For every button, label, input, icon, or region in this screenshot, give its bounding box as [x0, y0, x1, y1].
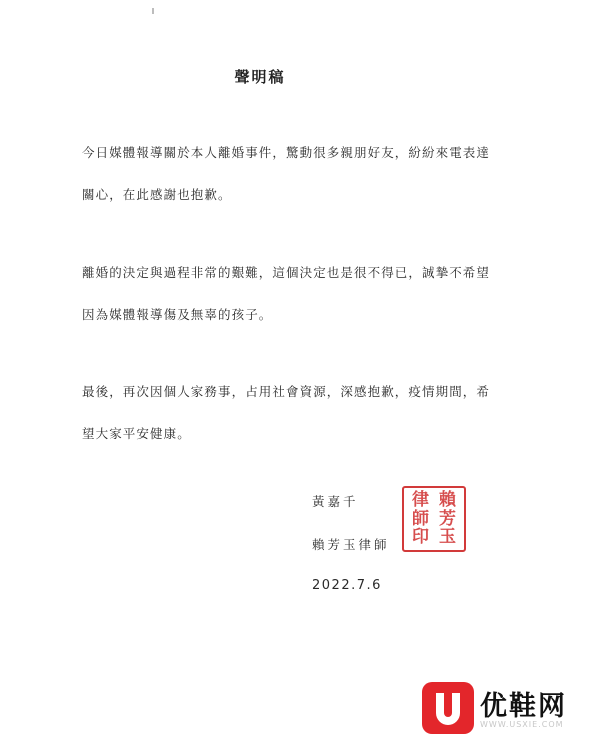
seal-char: 賴 — [439, 490, 456, 510]
paragraph-line: 最後，再次因個人家務事，占用社會資源，深感抱歉，疫情期間，希 — [82, 384, 491, 399]
seal-char: 芳 — [439, 508, 456, 529]
signature-name: 黃嘉千 — [312, 494, 359, 509]
paragraph-line: 離婚的決定與過程非常的艱難，這個決定也是很不得已，誠摯不希望 — [82, 265, 491, 280]
logo-text: 优鞋网 — [480, 691, 567, 722]
statement-title: 聲明稿 — [234, 68, 286, 86]
u-logo-icon — [422, 682, 474, 734]
seal-char: 師 — [412, 508, 429, 529]
logo-url: WWW.USXIE.COM — [480, 720, 564, 729]
scan-speck — [152, 8, 154, 14]
paragraph-line: 關心，在此感謝也抱歉。 — [82, 187, 232, 202]
paragraph-2 — [82, 252, 522, 336]
paragraph-line: 因為媒體報導傷及無辜的孩子。 — [82, 307, 273, 322]
seal-char: 律 — [412, 490, 429, 510]
seal-characters — [407, 491, 461, 547]
seal-char: 玉 — [439, 527, 456, 548]
signature-lawyer: 賴芳玉律師 — [312, 537, 390, 552]
seal-char: 印 — [412, 527, 429, 548]
paragraph-1 — [82, 132, 522, 216]
paragraph-line: 望大家平安健康。 — [82, 426, 191, 441]
paragraph-line: 今日媒體報導關於本人離婚事件，驚動很多親朋好友，紛紛來電表達 — [82, 145, 491, 160]
signature-date: 2022.7.6 — [312, 578, 382, 593]
paragraph-3 — [82, 371, 522, 455]
watermark-logo — [422, 680, 594, 740]
lawyer-seal-stamp — [402, 486, 466, 552]
